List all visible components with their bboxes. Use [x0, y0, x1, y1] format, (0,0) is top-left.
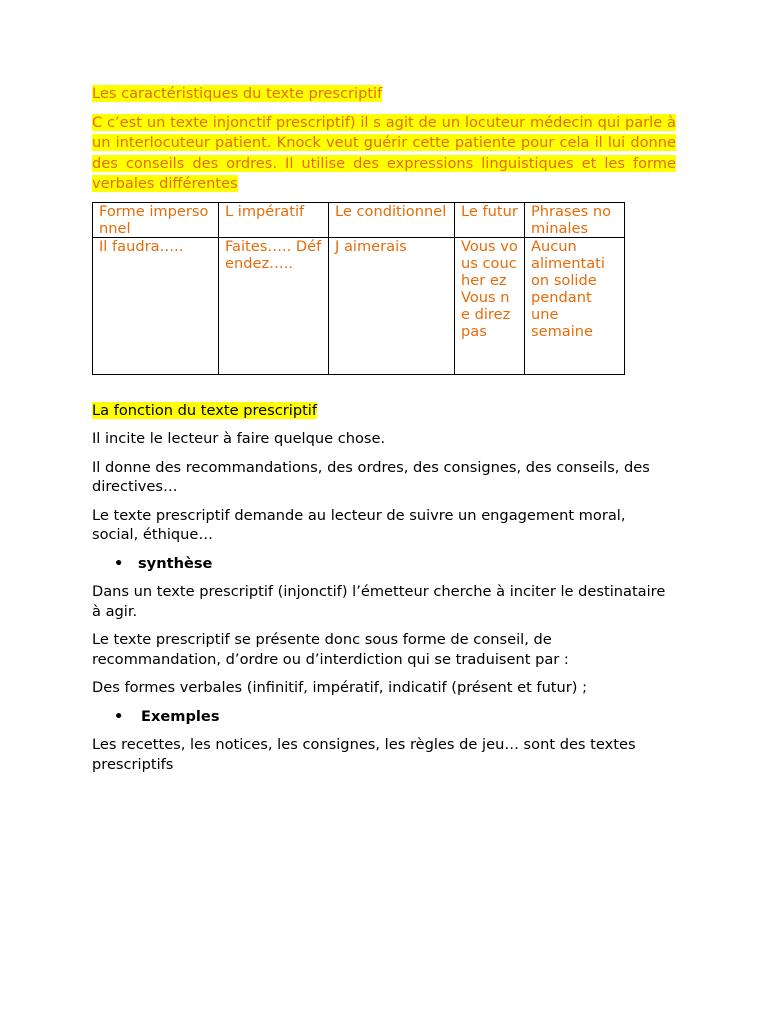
- paragraph: Le texte prescriptif demande au lecteur de suivre un engagement moral, social, éthique…: [92, 506, 626, 543]
- paragraph: Il donne des recommandations, des ordres, des consignes, des conseils, des directives…: [92, 458, 650, 495]
- verb-forms-table: [92, 202, 625, 375]
- bullet-exemples: [92, 707, 676, 727]
- bullet-label: synthèse: [138, 554, 213, 572]
- intro-text: C c’est un texte injonctif prescriptif) il s agit de un locuteur médecin qui parle à un interlocuteur patient. Knock veut guérir cette patiente pour cela il lui donne des conseils des ordres. Il utilise des expressions linguistiques et les forme verbales différentes: [92, 113, 676, 192]
- table-header-cell: Le conditionnel: [329, 202, 455, 237]
- table-header-cell: Phrases nominales: [525, 202, 625, 237]
- paragraph: Le texte prescriptif se présente donc sous forme de conseil, de recommandation, d’ordre ou d’interdiction qui se traduisent par :: [92, 631, 569, 668]
- table-cell: Vous vous coucher ez Vous ne direz pas: [455, 237, 525, 374]
- paragraph: Les recettes, les notices, les consignes, les règles de jeu… sont des textes prescriptifs: [92, 736, 636, 773]
- bullet-icon: •: [114, 554, 124, 572]
- document-content: [92, 84, 676, 783]
- bullet-icon: •: [114, 707, 124, 725]
- table-header-cell: Le futur: [455, 202, 525, 237]
- table-cell: Il faudra…..: [93, 237, 219, 374]
- table-cell: Faites….. Défendez…..: [219, 237, 329, 374]
- intro-paragraph: [92, 113, 676, 195]
- section-title-fonction: [92, 401, 676, 421]
- paragraph: Des formes verbales (infinitif, impératif, indicatif (présent et futur) ;: [92, 679, 588, 696]
- table-header-row: [93, 202, 625, 237]
- section-title-text: Les caractéristiques du texte prescriptif: [92, 85, 383, 102]
- section-title-caracteristiques: [92, 84, 676, 104]
- bullet-synthese: [92, 554, 676, 574]
- paragraph: Dans un texte prescriptif (injonctif) l’émetteur cherche à inciter le destinataire à agir.: [92, 583, 666, 620]
- table-cell: J aimerais: [329, 237, 455, 374]
- paragraph: Il incite le lecteur à faire quelque chose.: [92, 430, 386, 447]
- table-row: [93, 237, 625, 374]
- table-header-cell: L impératif: [219, 202, 329, 237]
- table-header-cell: Forme impersonnel: [93, 202, 219, 237]
- bullet-label: Exemples: [141, 707, 220, 725]
- table-cell: Aucun alimentati on solide pendant une semaine: [525, 237, 625, 374]
- section-title-text: La fonction du texte prescriptif: [92, 401, 317, 419]
